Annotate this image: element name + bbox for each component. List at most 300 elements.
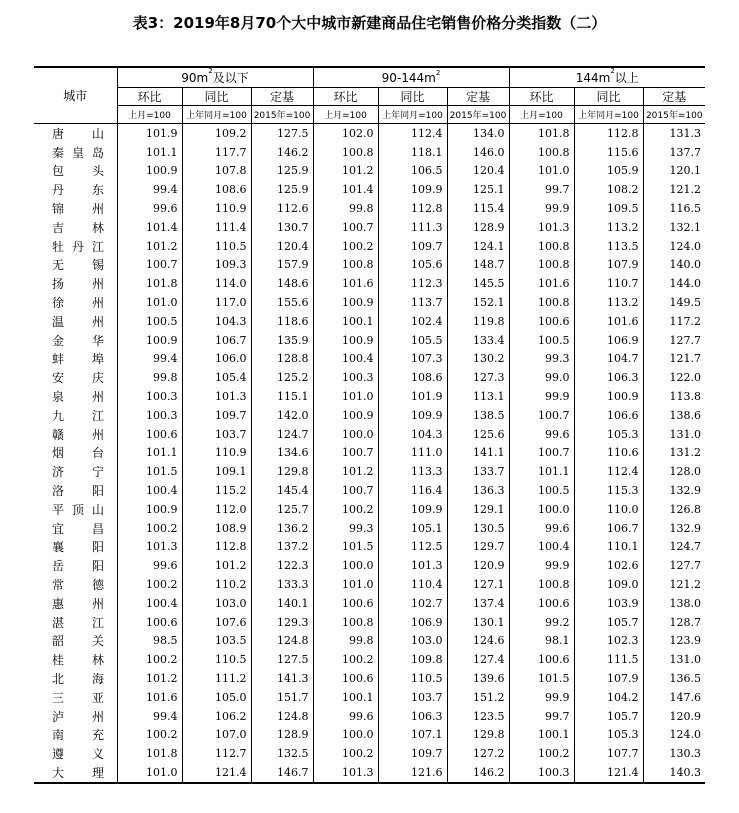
value-cell: 122.3 bbox=[251, 556, 313, 575]
city-name: 洛阳 bbox=[52, 484, 104, 499]
value-cell: 112.8 bbox=[378, 199, 447, 218]
value-cell: 101.5 bbox=[313, 538, 378, 557]
base-header: 上月=100 bbox=[509, 106, 574, 124]
value-cell: 99.9 bbox=[509, 556, 574, 575]
value-cell: 132.9 bbox=[643, 519, 705, 538]
value-cell: 144.0 bbox=[643, 274, 705, 293]
value-cell: 121.4 bbox=[574, 763, 643, 783]
value-cell: 125.9 bbox=[251, 162, 313, 181]
city-cell bbox=[34, 575, 117, 594]
value-cell: 109.3 bbox=[182, 256, 251, 275]
value-cell: 118.1 bbox=[378, 143, 447, 162]
table-row bbox=[34, 274, 705, 293]
city-cell bbox=[34, 650, 117, 669]
value-cell: 101.1 bbox=[117, 444, 182, 463]
value-cell: 100.4 bbox=[313, 350, 378, 369]
value-cell: 99.4 bbox=[117, 180, 182, 199]
value-cell: 102.4 bbox=[378, 312, 447, 331]
value-cell: 119.8 bbox=[447, 312, 509, 331]
value-cell: 100.2 bbox=[313, 500, 378, 519]
value-cell: 127.5 bbox=[251, 650, 313, 669]
value-cell: 125.1 bbox=[447, 180, 509, 199]
city-name: 牡丹江 bbox=[52, 239, 104, 254]
city-cell bbox=[34, 707, 117, 726]
value-cell: 113.1 bbox=[447, 387, 509, 406]
city-cell bbox=[34, 274, 117, 293]
value-cell: 105.3 bbox=[574, 425, 643, 444]
value-cell: 115.1 bbox=[251, 387, 313, 406]
value-cell: 100.2 bbox=[313, 744, 378, 763]
value-cell: 99.4 bbox=[117, 350, 182, 369]
table-row bbox=[34, 669, 705, 688]
value-cell: 103.0 bbox=[378, 632, 447, 651]
city-name: 秦皇岛 bbox=[52, 145, 104, 160]
table-row bbox=[34, 632, 705, 651]
value-cell: 104.3 bbox=[182, 312, 251, 331]
value-cell: 107.0 bbox=[182, 726, 251, 745]
value-cell: 106.2 bbox=[182, 707, 251, 726]
value-cell: 117.0 bbox=[182, 293, 251, 312]
value-cell: 101.6 bbox=[574, 312, 643, 331]
value-cell: 129.1 bbox=[447, 500, 509, 519]
value-cell: 102.6 bbox=[574, 556, 643, 575]
value-cell: 152.1 bbox=[447, 293, 509, 312]
city-name: 常德 bbox=[52, 578, 104, 593]
value-cell: 115.4 bbox=[447, 199, 509, 218]
value-cell: 112.4 bbox=[378, 124, 447, 143]
value-cell: 99.3 bbox=[509, 350, 574, 369]
value-cell: 100.8 bbox=[509, 575, 574, 594]
value-cell: 136.5 bbox=[643, 669, 705, 688]
value-cell: 104.3 bbox=[378, 425, 447, 444]
value-cell: 137.4 bbox=[447, 594, 509, 613]
city-name: 包头 bbox=[52, 164, 104, 179]
value-cell: 130.3 bbox=[643, 744, 705, 763]
table-row bbox=[34, 368, 705, 387]
value-cell: 99.9 bbox=[509, 199, 574, 218]
value-cell: 146.2 bbox=[251, 143, 313, 162]
sub-header: 定基 bbox=[643, 88, 705, 106]
sub-header: 同比 bbox=[378, 88, 447, 106]
value-cell: 157.9 bbox=[251, 256, 313, 275]
value-cell: 124.7 bbox=[251, 425, 313, 444]
city-name: 温州 bbox=[52, 314, 104, 329]
value-cell: 99.9 bbox=[509, 688, 574, 707]
value-cell: 124.8 bbox=[251, 707, 313, 726]
value-cell: 100.9 bbox=[313, 406, 378, 425]
table-row bbox=[34, 406, 705, 425]
value-cell: 100.2 bbox=[117, 519, 182, 538]
city-cell bbox=[34, 481, 117, 500]
value-cell: 124.0 bbox=[643, 726, 705, 745]
value-cell: 110.2 bbox=[182, 575, 251, 594]
value-cell: 107.9 bbox=[574, 669, 643, 688]
city-name: 宜昌 bbox=[52, 521, 104, 536]
city-cell bbox=[34, 199, 117, 218]
value-cell: 127.5 bbox=[251, 124, 313, 143]
table-row bbox=[34, 180, 705, 199]
value-cell: 124.1 bbox=[447, 237, 509, 256]
value-cell: 111.4 bbox=[182, 218, 251, 237]
value-cell: 139.6 bbox=[447, 669, 509, 688]
value-cell: 101.3 bbox=[509, 218, 574, 237]
value-cell: 112.8 bbox=[182, 538, 251, 557]
table-row bbox=[34, 124, 705, 143]
city-column-header: 城市 bbox=[34, 67, 117, 124]
city-cell bbox=[34, 425, 117, 444]
value-cell: 99.7 bbox=[509, 180, 574, 199]
value-cell: 121.7 bbox=[643, 350, 705, 369]
value-cell: 109.0 bbox=[574, 575, 643, 594]
value-cell: 110.7 bbox=[574, 274, 643, 293]
value-cell: 99.6 bbox=[117, 556, 182, 575]
value-cell: 101.2 bbox=[117, 669, 182, 688]
value-cell: 103.9 bbox=[574, 594, 643, 613]
city-cell bbox=[34, 519, 117, 538]
value-cell: 101.8 bbox=[509, 124, 574, 143]
city-name: 岳阳 bbox=[52, 559, 104, 574]
city-cell bbox=[34, 143, 117, 162]
value-cell: 107.1 bbox=[378, 726, 447, 745]
value-cell: 136.3 bbox=[447, 481, 509, 500]
value-cell: 125.9 bbox=[251, 180, 313, 199]
value-cell: 109.7 bbox=[378, 237, 447, 256]
value-cell: 107.3 bbox=[378, 350, 447, 369]
value-cell: 100.6 bbox=[313, 594, 378, 613]
value-cell: 120.9 bbox=[447, 556, 509, 575]
value-cell: 100.4 bbox=[117, 594, 182, 613]
value-cell: 108.9 bbox=[182, 519, 251, 538]
value-cell: 106.5 bbox=[378, 162, 447, 181]
value-cell: 123.9 bbox=[643, 632, 705, 651]
value-cell: 106.6 bbox=[574, 406, 643, 425]
city-cell bbox=[34, 387, 117, 406]
value-cell: 102.0 bbox=[313, 124, 378, 143]
value-cell: 128.9 bbox=[251, 726, 313, 745]
value-cell: 106.7 bbox=[182, 331, 251, 350]
value-cell: 135.9 bbox=[251, 331, 313, 350]
city-cell bbox=[34, 162, 117, 181]
value-cell: 101.3 bbox=[117, 538, 182, 557]
value-cell: 106.9 bbox=[378, 613, 447, 632]
value-cell: 101.1 bbox=[509, 462, 574, 481]
value-cell: 100.9 bbox=[313, 331, 378, 350]
value-cell: 117.2 bbox=[643, 312, 705, 331]
value-cell: 134.0 bbox=[447, 124, 509, 143]
value-cell: 131.2 bbox=[643, 444, 705, 463]
city-name: 泸州 bbox=[52, 709, 104, 724]
table-row bbox=[34, 444, 705, 463]
value-cell: 105.7 bbox=[574, 707, 643, 726]
value-cell: 100.0 bbox=[313, 556, 378, 575]
city-cell bbox=[34, 406, 117, 425]
value-cell: 101.6 bbox=[509, 274, 574, 293]
value-cell: 105.4 bbox=[182, 368, 251, 387]
base-header: 2015年=100 bbox=[251, 106, 313, 124]
city-name: 惠州 bbox=[52, 596, 104, 611]
value-cell: 133.7 bbox=[447, 462, 509, 481]
value-cell: 99.4 bbox=[117, 707, 182, 726]
city-cell bbox=[34, 726, 117, 745]
value-cell: 104.2 bbox=[574, 688, 643, 707]
value-cell: 110.5 bbox=[182, 650, 251, 669]
value-cell: 141.1 bbox=[447, 444, 509, 463]
value-cell: 112.8 bbox=[574, 124, 643, 143]
value-cell: 106.3 bbox=[574, 368, 643, 387]
value-cell: 100.6 bbox=[117, 425, 182, 444]
value-cell: 100.9 bbox=[313, 293, 378, 312]
value-cell: 100.8 bbox=[509, 256, 574, 275]
value-cell: 137.2 bbox=[251, 538, 313, 557]
value-cell: 146.0 bbox=[447, 143, 509, 162]
value-cell: 128.8 bbox=[251, 350, 313, 369]
city-name: 赣州 bbox=[52, 427, 104, 442]
value-cell: 101.9 bbox=[378, 387, 447, 406]
value-cell: 146.7 bbox=[251, 763, 313, 783]
value-cell: 151.2 bbox=[447, 688, 509, 707]
value-cell: 109.1 bbox=[182, 462, 251, 481]
value-cell: 121.2 bbox=[643, 575, 705, 594]
value-cell: 109.5 bbox=[574, 199, 643, 218]
table-row bbox=[34, 500, 705, 519]
value-cell: 100.4 bbox=[509, 538, 574, 557]
value-cell: 100.3 bbox=[509, 763, 574, 783]
value-cell: 101.3 bbox=[378, 556, 447, 575]
value-cell: 111.0 bbox=[378, 444, 447, 463]
value-cell: 99.6 bbox=[313, 707, 378, 726]
city-name: 襄阳 bbox=[52, 540, 104, 555]
city-name: 北海 bbox=[52, 672, 104, 686]
value-cell: 101.3 bbox=[313, 763, 378, 783]
value-cell: 115.6 bbox=[574, 143, 643, 162]
value-cell: 100.5 bbox=[509, 331, 574, 350]
city-name: 蚌埠 bbox=[52, 352, 104, 367]
value-cell: 100.7 bbox=[509, 406, 574, 425]
value-cell: 110.1 bbox=[574, 538, 643, 557]
table-row bbox=[34, 594, 705, 613]
value-cell: 104.7 bbox=[574, 350, 643, 369]
value-cell: 100.9 bbox=[574, 387, 643, 406]
city-name: 九江 bbox=[52, 408, 104, 423]
city-name: 锦州 bbox=[52, 202, 104, 217]
city-cell bbox=[34, 538, 117, 557]
value-cell: 100.3 bbox=[117, 387, 182, 406]
group-header-large: $144m^2$以上 bbox=[509, 67, 705, 88]
city-cell bbox=[34, 218, 117, 237]
value-cell: 124.8 bbox=[251, 632, 313, 651]
value-cell: 100.6 bbox=[509, 312, 574, 331]
table-row bbox=[34, 575, 705, 594]
value-cell: 134.6 bbox=[251, 444, 313, 463]
city-cell bbox=[34, 331, 117, 350]
value-cell: 101.0 bbox=[313, 387, 378, 406]
value-cell: 101.8 bbox=[117, 744, 182, 763]
table-row bbox=[34, 613, 705, 632]
table-row bbox=[34, 387, 705, 406]
value-cell: 101.0 bbox=[117, 763, 182, 783]
value-cell: 106.3 bbox=[378, 707, 447, 726]
value-cell: 140.0 bbox=[643, 256, 705, 275]
value-cell: 101.0 bbox=[313, 575, 378, 594]
city-cell bbox=[34, 632, 117, 651]
value-cell: 116.4 bbox=[378, 481, 447, 500]
value-cell: 128.7 bbox=[643, 613, 705, 632]
city-cell bbox=[34, 312, 117, 331]
value-cell: 100.8 bbox=[313, 256, 378, 275]
value-cell: 101.6 bbox=[117, 688, 182, 707]
value-cell: 100.8 bbox=[313, 143, 378, 162]
value-cell: 111.3 bbox=[378, 218, 447, 237]
value-cell: 147.6 bbox=[643, 688, 705, 707]
base-header: 2015年=100 bbox=[643, 106, 705, 124]
value-cell: 109.9 bbox=[378, 180, 447, 199]
table-row bbox=[34, 707, 705, 726]
value-cell: 112.3 bbox=[378, 274, 447, 293]
value-cell: 101.2 bbox=[182, 556, 251, 575]
value-cell: 113.8 bbox=[643, 387, 705, 406]
table-row bbox=[34, 425, 705, 444]
table-row bbox=[34, 237, 705, 256]
base-header: 上月=100 bbox=[313, 106, 378, 124]
value-cell: 130.5 bbox=[447, 519, 509, 538]
value-cell: 140.1 bbox=[251, 594, 313, 613]
table-row bbox=[34, 650, 705, 669]
value-cell: 100.1 bbox=[313, 312, 378, 331]
value-cell: 109.8 bbox=[378, 650, 447, 669]
value-cell: 109.7 bbox=[378, 744, 447, 763]
value-cell: 120.1 bbox=[643, 162, 705, 181]
value-cell: 132.5 bbox=[251, 744, 313, 763]
value-cell: 127.3 bbox=[447, 368, 509, 387]
city-name: 扬州 bbox=[52, 277, 104, 292]
city-name: 安庆 bbox=[52, 371, 104, 386]
value-cell: 108.6 bbox=[378, 368, 447, 387]
value-cell: 100.2 bbox=[117, 726, 182, 745]
value-cell: 114.0 bbox=[182, 274, 251, 293]
value-cell: 110.5 bbox=[378, 669, 447, 688]
city-cell bbox=[34, 256, 117, 275]
base-header: 上年同月=100 bbox=[378, 106, 447, 124]
value-cell: 103.7 bbox=[378, 688, 447, 707]
value-cell: 110.6 bbox=[574, 444, 643, 463]
city-name: 三亚 bbox=[52, 690, 104, 705]
table-row bbox=[34, 199, 705, 218]
city-name: 大理 bbox=[52, 765, 104, 780]
city-name: 湛江 bbox=[52, 615, 104, 630]
value-cell: 120.4 bbox=[447, 162, 509, 181]
city-cell bbox=[34, 350, 117, 369]
value-cell: 101.1 bbox=[117, 143, 182, 162]
city-cell bbox=[34, 763, 117, 783]
value-cell: 103.5 bbox=[182, 632, 251, 651]
value-cell: 100.6 bbox=[313, 669, 378, 688]
value-cell: 122.0 bbox=[643, 368, 705, 387]
value-cell: 131.0 bbox=[643, 425, 705, 444]
value-cell: 111.5 bbox=[574, 650, 643, 669]
city-cell bbox=[34, 237, 117, 256]
value-cell: 101.3 bbox=[182, 387, 251, 406]
sub-header: 定基 bbox=[251, 88, 313, 106]
table-row bbox=[34, 462, 705, 481]
value-cell: 148.6 bbox=[251, 274, 313, 293]
value-cell: 105.3 bbox=[574, 726, 643, 745]
value-cell: 113.3 bbox=[378, 462, 447, 481]
value-cell: 130.7 bbox=[251, 218, 313, 237]
value-cell: 99.0 bbox=[509, 368, 574, 387]
value-cell: 100.3 bbox=[117, 406, 182, 425]
value-cell: 101.5 bbox=[117, 462, 182, 481]
value-cell: 112.0 bbox=[182, 500, 251, 519]
value-cell: 101.2 bbox=[313, 162, 378, 181]
value-cell: 130.1 bbox=[447, 613, 509, 632]
table-row bbox=[34, 519, 705, 538]
value-cell: 123.5 bbox=[447, 707, 509, 726]
city-cell bbox=[34, 500, 117, 519]
value-cell: 99.8 bbox=[117, 368, 182, 387]
sub-header: 环比 bbox=[117, 88, 182, 106]
value-cell: 105.5 bbox=[378, 331, 447, 350]
value-cell: 102.7 bbox=[378, 594, 447, 613]
value-cell: 100.9 bbox=[117, 331, 182, 350]
value-cell: 101.0 bbox=[117, 293, 182, 312]
city-name: 泉州 bbox=[52, 390, 104, 405]
value-cell: 111.2 bbox=[182, 669, 251, 688]
city-name: 烟台 bbox=[52, 446, 104, 461]
city-name: 平顶山 bbox=[52, 502, 104, 517]
value-cell: 108.2 bbox=[574, 180, 643, 199]
value-cell: 127.1 bbox=[447, 575, 509, 594]
value-cell: 124.6 bbox=[447, 632, 509, 651]
city-cell bbox=[34, 180, 117, 199]
value-cell: 130.2 bbox=[447, 350, 509, 369]
city-name: 吉林 bbox=[52, 220, 104, 235]
city-cell bbox=[34, 462, 117, 481]
value-cell: 145.5 bbox=[447, 274, 509, 293]
value-cell: 121.4 bbox=[182, 763, 251, 783]
value-cell: 100.0 bbox=[313, 726, 378, 745]
group-header-small: $90m^2$及以下 bbox=[117, 67, 313, 88]
sub-header: 同比 bbox=[574, 88, 643, 106]
value-cell: 100.8 bbox=[509, 293, 574, 312]
group-header-medium: $90-144m^2$ bbox=[313, 67, 509, 88]
table-row bbox=[34, 350, 705, 369]
value-cell: 136.2 bbox=[251, 519, 313, 538]
value-cell: 142.0 bbox=[251, 406, 313, 425]
value-cell: 101.2 bbox=[117, 237, 182, 256]
value-cell: 107.9 bbox=[574, 256, 643, 275]
value-cell: 100.7 bbox=[313, 444, 378, 463]
value-cell: 110.4 bbox=[378, 575, 447, 594]
city-name: 丹东 bbox=[52, 183, 104, 198]
value-cell: 138.0 bbox=[643, 594, 705, 613]
value-cell: 101.8 bbox=[117, 274, 182, 293]
value-cell: 100.9 bbox=[117, 162, 182, 181]
value-cell: 103.0 bbox=[182, 594, 251, 613]
city-cell bbox=[34, 688, 117, 707]
value-cell: 110.0 bbox=[574, 500, 643, 519]
value-cell: 100.6 bbox=[509, 650, 574, 669]
value-cell: 103.7 bbox=[182, 425, 251, 444]
city-cell bbox=[34, 444, 117, 463]
value-cell: 99.6 bbox=[117, 199, 182, 218]
value-cell: 100.6 bbox=[509, 594, 574, 613]
value-cell: 132.1 bbox=[643, 218, 705, 237]
sub-header: 同比 bbox=[182, 88, 251, 106]
value-cell: 146.2 bbox=[447, 763, 509, 783]
city-cell bbox=[34, 594, 117, 613]
value-cell: 129.8 bbox=[447, 726, 509, 745]
value-cell: 113.7 bbox=[378, 293, 447, 312]
